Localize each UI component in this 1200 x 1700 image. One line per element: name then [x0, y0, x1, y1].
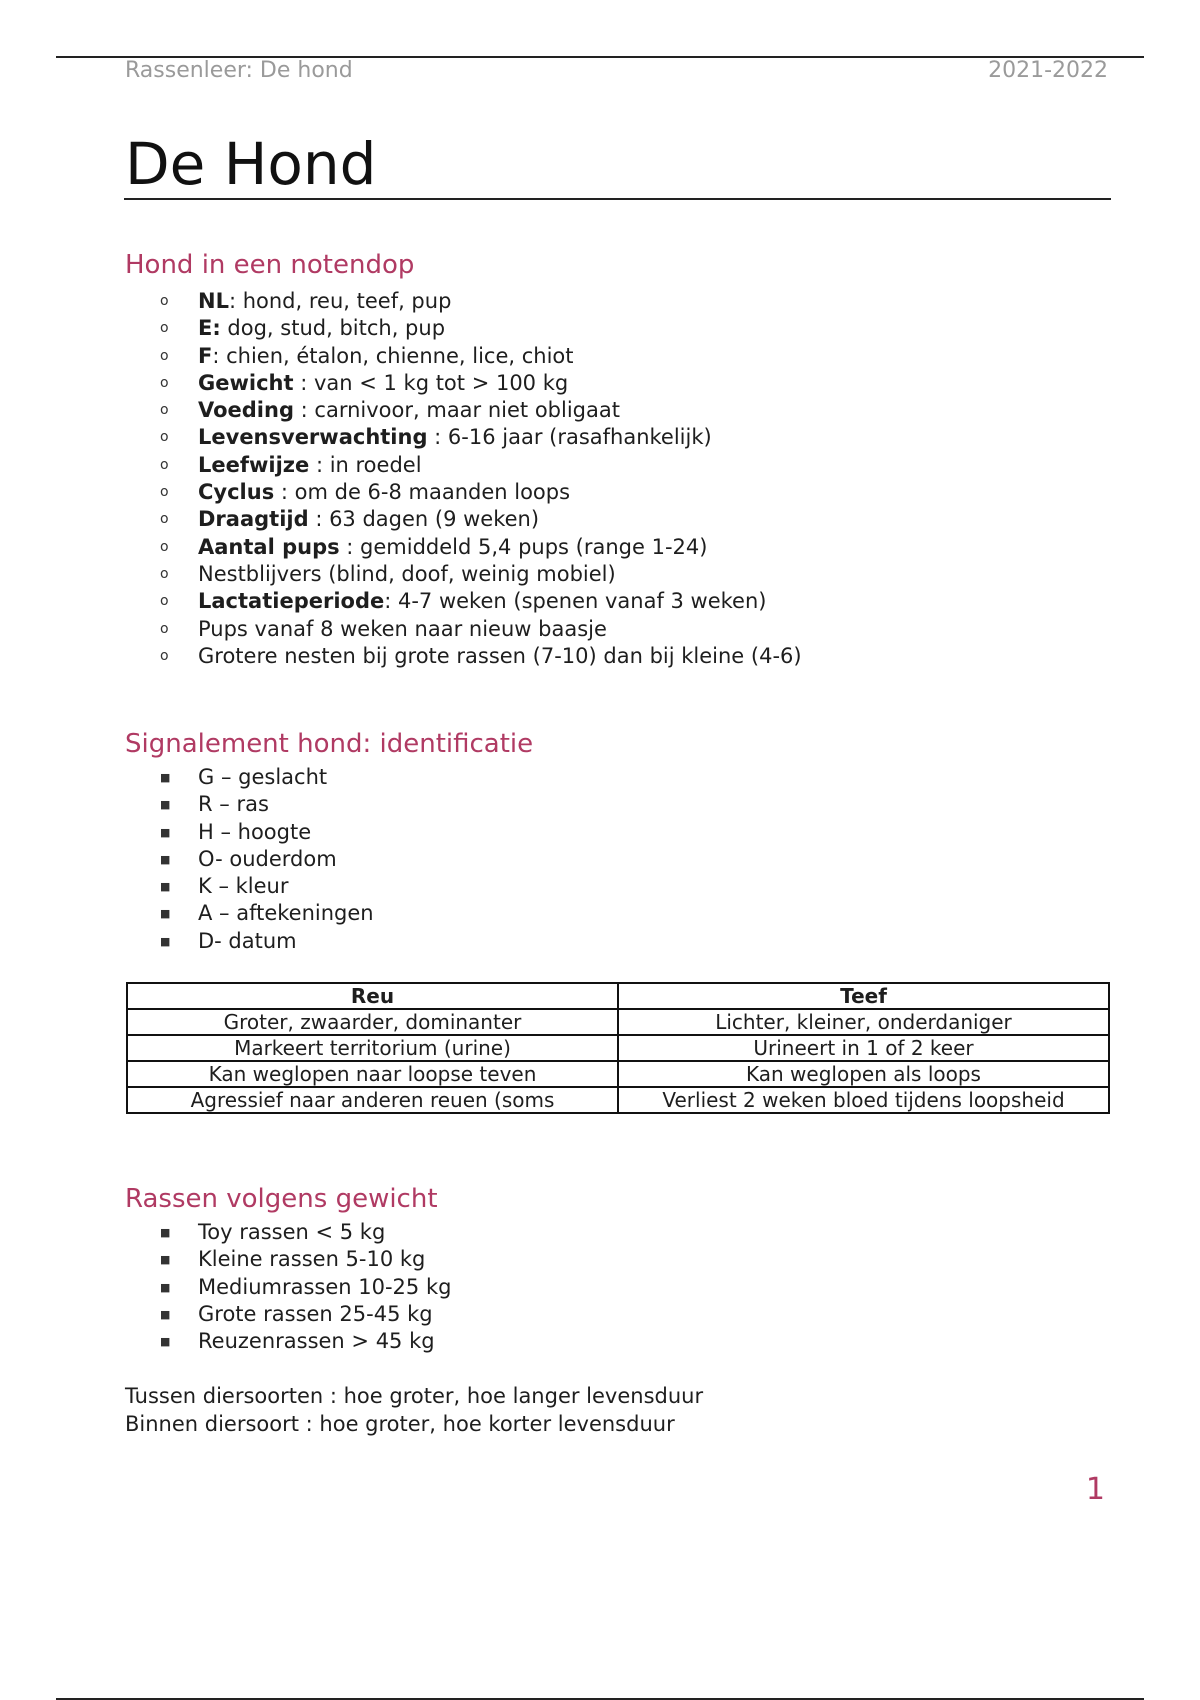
table-cell: Agressief naar anderen reuen (soms	[127, 1087, 618, 1113]
item-key: Draagtijd	[198, 507, 309, 532]
square-bullet-icon: ■	[160, 934, 171, 948]
circle-bullet-icon: o	[160, 320, 169, 337]
item-key: Gewicht	[198, 370, 294, 395]
column-header-reu: Reu	[127, 983, 618, 1009]
table-cell: Markeert territorium (urine)	[127, 1035, 618, 1061]
list-item	[160, 819, 374, 846]
item-text: : om de 6-8 maanden loops	[274, 480, 571, 505]
item-text: Pups vanaf 8 weken naar nieuw baasje	[198, 616, 607, 641]
item-key: Levensverwachting	[198, 425, 428, 450]
circle-bullet-icon: o	[160, 565, 169, 582]
list-item	[160, 928, 374, 955]
page-title: De Hond	[125, 130, 377, 198]
circle-bullet-icon: o	[160, 456, 169, 473]
square-bullet-icon: ■	[160, 798, 171, 812]
list-item	[160, 1246, 451, 1273]
note-line: Binnen diersoort : hoe groter, hoe korter levensduur	[125, 1412, 675, 1436]
list-item	[160, 846, 374, 873]
circle-bullet-icon: o	[160, 347, 169, 364]
square-bullet-icon: ■	[160, 771, 171, 784]
list-item	[160, 370, 802, 397]
circle-bullet-icon: o	[160, 293, 169, 309]
running-header-year: 2021-2022	[988, 58, 1108, 83]
list-item	[160, 315, 802, 342]
item-text: G – geslacht	[198, 765, 328, 789]
list-item	[160, 1328, 451, 1355]
signalement-list	[160, 764, 374, 955]
item-text: Grote rassen 25-45 kg	[198, 1301, 433, 1326]
list-item	[160, 873, 374, 900]
notendop-list	[160, 288, 802, 670]
column-header-teef: Teef	[618, 983, 1109, 1009]
table-cell: Kan weglopen als loops	[618, 1061, 1109, 1087]
item-text: R – ras	[198, 792, 269, 817]
table-row	[127, 1009, 1109, 1035]
list-item	[160, 1274, 451, 1301]
table-header-row	[127, 983, 1109, 1009]
list-item	[160, 424, 802, 451]
list-item	[160, 1301, 451, 1328]
square-bullet-icon: ■	[160, 1335, 171, 1349]
list-item	[160, 479, 802, 506]
square-bullet-icon: ■	[160, 1307, 171, 1321]
list-item	[160, 643, 802, 670]
item-key: F	[198, 343, 213, 368]
list-item	[160, 534, 802, 561]
list-item	[160, 452, 802, 479]
square-bullet-icon: ■	[160, 1226, 171, 1239]
section-heading-notendop: Hond in een notendop	[125, 250, 415, 280]
square-bullet-icon: ■	[160, 880, 171, 894]
table-row	[127, 1087, 1109, 1113]
square-bullet-icon: ■	[160, 1280, 171, 1294]
item-text: : carnivoor, maar niet obligaat	[294, 398, 620, 423]
item-key: E:	[198, 316, 221, 341]
circle-bullet-icon: o	[160, 620, 169, 637]
item-text: dog, stud, bitch, pup	[220, 316, 446, 341]
list-item	[160, 900, 374, 927]
circle-bullet-icon: o	[160, 429, 169, 446]
list-item	[160, 1219, 451, 1246]
table-cell: Urineert in 1 of 2 keer	[618, 1035, 1109, 1061]
item-text: Grotere nesten bij grote rassen (7-10) dan bij kleine (4-6)	[198, 643, 802, 668]
square-bullet-icon: ■	[160, 825, 171, 839]
page-number: 1	[1085, 1472, 1105, 1507]
note-line: Tussen diersoorten : hoe groter, hoe langer levensduur	[125, 1384, 704, 1408]
list-item	[160, 588, 802, 615]
list-item	[160, 764, 374, 791]
item-text: A – aftekeningen	[198, 901, 374, 926]
item-text: Nestblijvers (blind, doof, weinig mobiel)	[198, 561, 616, 586]
item-text: O- ouderdom	[198, 846, 337, 871]
list-item	[160, 791, 374, 818]
item-text: H – hoogte	[198, 819, 312, 844]
circle-bullet-icon: o	[160, 647, 169, 664]
section-heading-rassen-gewicht: Rassen volgens gewicht	[125, 1184, 438, 1214]
list-item	[160, 616, 802, 643]
list-item	[160, 397, 802, 424]
item-text: Toy rassen < 5 kg	[198, 1220, 386, 1244]
table-row	[127, 1061, 1109, 1087]
circle-bullet-icon: o	[160, 538, 169, 555]
circle-bullet-icon: o	[160, 593, 169, 610]
item-key: Cyclus	[198, 480, 275, 505]
table-cell: Kan weglopen naar loopse teven	[127, 1061, 618, 1087]
circle-bullet-icon: o	[160, 374, 169, 391]
item-text: D- datum	[198, 928, 297, 953]
table-row	[127, 1035, 1109, 1061]
list-item	[160, 343, 802, 370]
table-cell: Lichter, kleiner, onderdaniger	[618, 1009, 1109, 1035]
list-item	[160, 561, 802, 588]
item-text: Reuzenrassen > 45 kg	[198, 1329, 435, 1354]
table-cell: Verliest 2 weken bloed tijdens loopsheid	[618, 1087, 1109, 1113]
item-text: K – kleur	[198, 874, 289, 899]
circle-bullet-icon: o	[160, 484, 169, 501]
square-bullet-icon: ■	[160, 1253, 171, 1267]
title-underline	[124, 198, 1111, 200]
item-text: : gemiddeld 5,4 pups (range 1-24)	[339, 534, 708, 559]
item-text: Mediumrassen 10-25 kg	[198, 1274, 452, 1299]
running-header-title: Rassenleer: De hond	[125, 58, 353, 83]
list-item	[160, 288, 802, 315]
square-bullet-icon: ■	[160, 907, 171, 921]
rassen-gewicht-list	[160, 1219, 451, 1355]
item-text: : hond, reu, teef, pup	[228, 289, 452, 313]
item-key: Aantal pups	[198, 534, 340, 559]
circle-bullet-icon: o	[160, 402, 169, 419]
item-text: : 6-16 jaar (rasafhankelijk)	[427, 425, 712, 450]
square-bullet-icon: ■	[160, 852, 171, 866]
circle-bullet-icon: o	[160, 511, 169, 528]
item-key: Leefwijze	[198, 452, 310, 477]
item-text: : 4-7 weken (spenen vanaf 3 weken)	[384, 589, 767, 614]
item-key: NL	[198, 289, 229, 313]
item-text: : in roedel	[309, 452, 422, 477]
item-key: Voeding	[198, 398, 294, 423]
item-text: Kleine rassen 5-10 kg	[198, 1247, 426, 1272]
item-text: : van < 1 kg tot > 100 kg	[293, 370, 569, 395]
list-item	[160, 506, 802, 533]
item-text: : chien, étalon, chienne, lice, chiot	[212, 343, 574, 368]
item-key: Lactatieperiode	[198, 589, 385, 614]
table-cell: Groter, zwaarder, dominanter	[127, 1009, 618, 1035]
reu-teef-table	[126, 982, 1110, 1114]
item-text: : 63 dagen (9 weken)	[308, 507, 540, 532]
section-heading-signalement: Signalement hond: identificatie	[125, 729, 534, 759]
